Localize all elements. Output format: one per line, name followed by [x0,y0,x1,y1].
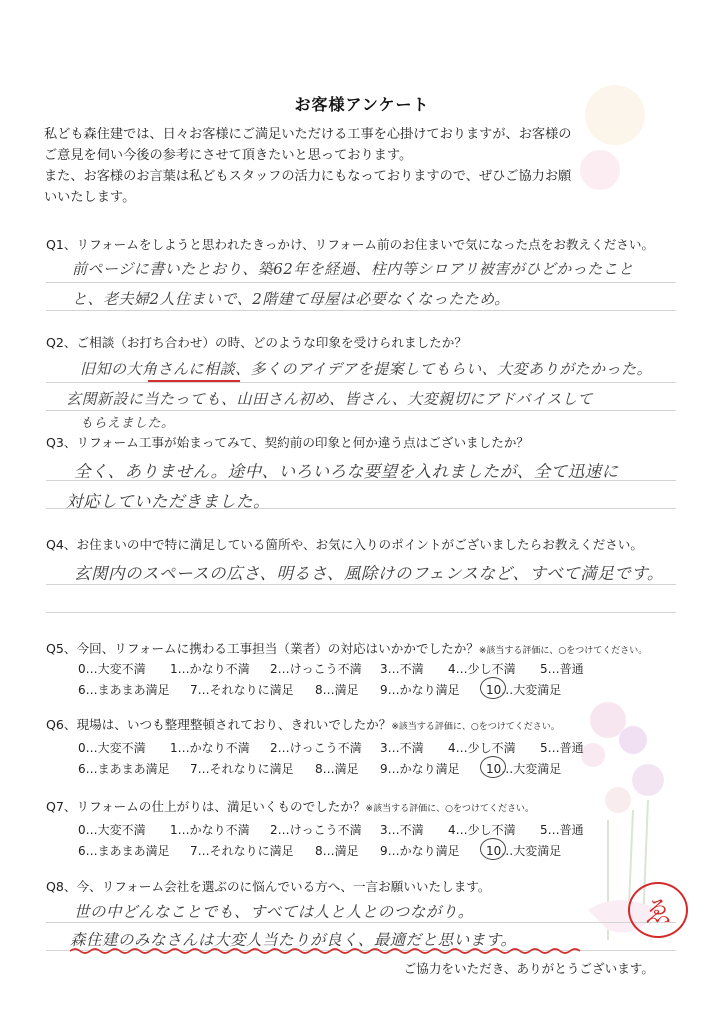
intro-line: ご意見を伺い今後の参考にさせて頂きたいと思っております。 [44,148,413,163]
q1-answer-line2: と、老夫婦2人住まいで、2階建て母屋は必要なくなったため。 [72,290,510,308]
q3-answer-line2: 対応していただきました。 [66,492,270,511]
answer-line [46,382,676,383]
rating-option-1[interactable]: 1…かなり不満 [170,741,250,755]
answer-line [46,612,676,613]
rating-option-6[interactable]: 6…まあまあ満足 [78,762,170,776]
q3-answer-line1: 全く、ありません。途中、いろいろな要望を入れましたが、全て迅速に [74,462,619,481]
answer-line [46,410,676,411]
q1-question: Q1、リフォームをしようと思われたきっかけ、リフォーム前のお住まいで気になった点をお教えください。 [46,237,655,252]
rating-option-8[interactable]: 8…満足 [315,844,359,858]
red-wavy-underline [70,947,590,955]
selected-rating-circle [480,838,506,860]
selected-rating-circle [480,677,506,699]
rating-option-8[interactable]: 8…満足 [315,683,359,697]
rating-option-4[interactable]: 4…少し不満 [448,741,516,755]
q8-question: Q8、今、リフォーム会社を選ぶのに悩んでいる方へ、一言お願いいたします。 [46,879,491,894]
rating-option-10[interactable]: 10…大変満足 [486,683,562,697]
q7-question [46,796,534,815]
rating-option-7[interactable]: 7…それなりに満足 [190,762,294,776]
answer-line [46,584,676,585]
rating-option-2[interactable]: 2…けっこう不満 [270,741,362,755]
q2-answer-line2: 玄関新設に当たっても、山田さん初め、皆さん、大変親切にアドバイスして [66,390,593,408]
rating-option-6[interactable]: 6…まあまあ満足 [78,844,170,858]
red-underline [148,380,240,382]
q3-question: Q3、リフォーム工事が始まってみて、契約前の印象と何か違う点はございましたか？ [46,435,530,450]
rating-option-3[interactable]: 3…不満 [380,741,424,755]
q5-note: ※該当する評価に、○をつけてください。 [478,646,648,656]
thank-you-note: ご協力をいただき、ありがとうございます。 [403,961,654,976]
answer-line [46,922,676,923]
q6-question [46,714,560,733]
q6-note: ※該当する評価に、○をつけてください。 [391,722,560,732]
q2-question: Q2、ご相談（お打ち合わせ）の時、どのような印象を受けられましたか？ [46,335,467,350]
rating-option-2[interactable]: 2…けっこう不満 [270,662,362,676]
rating-option-3[interactable]: 3…不満 [380,662,424,676]
rating-option-10[interactable]: 10…大変満足 [486,844,562,858]
q5-question-text: Q5、今回、リフォームに携わる工事担当（業者）の対応はいかかでしたか？ [46,641,479,656]
rating-option-5[interactable]: 5…普通 [540,741,584,755]
q6-question-text: Q6、現場は、いつも整理整頓されており、きれいでしたか？ [46,717,392,732]
rating-option-5[interactable]: 5…普通 [540,662,584,676]
rating-option-1[interactable]: 1…かなり不満 [170,823,250,837]
rating-option-6[interactable]: 6…まあまあ満足 [78,683,170,697]
rating-option-1[interactable]: 1…かなり不満 [170,662,250,676]
red-stamp-mark: ゑ [643,895,672,928]
rating-option-7[interactable]: 7…それなりに満足 [190,683,294,697]
intro-line: また、お客様のお言葉は私どもスタッフの活力にもなっておりますので、ぜひご協力お願 [44,169,572,184]
q1-answer-line1: 前ページに書いたとおり、築62年を経過、柱内等シロアリ被害がひどかったこと [72,260,634,278]
rating-option-5[interactable]: 5…普通 [540,823,584,837]
rating-option-9[interactable]: 9…かなり満足 [380,683,460,697]
q8-answer-line2: 森住建のみなさんは大変人当たりが良く、最適だと思います。 [70,931,517,949]
rating-option-2[interactable]: 2…けっこう不満 [270,823,362,837]
page-title: お客様アンケート [294,95,430,114]
rating-option-0[interactable]: 0…大変不満 [78,741,146,755]
intro-line: いいたします。 [44,190,136,205]
intro-line: 私ども森住建では、日々お客様にご満足いただける工事を心掛けておりますが、お客様の [44,127,572,142]
rating-option-8[interactable]: 8…満足 [315,762,359,776]
red-stamp-circle [628,882,688,938]
q8-answer-line1: 世の中どんなことでも、すべては人と人とのつながり。 [74,903,474,921]
intro-text [44,124,684,208]
rating-option-7[interactable]: 7…それなりに満足 [190,844,294,858]
q7-question-text: Q7、リフォームの仕上がりは、満足いくものでしたか？ [46,799,366,814]
q5-question [46,638,647,657]
answer-line [46,310,676,311]
rating-option-9[interactable]: 9…かなり満足 [380,762,460,776]
rating-option-4[interactable]: 4…少し不満 [448,823,516,837]
q4-answer-line1: 玄関内のスペースの広さ、明るさ、風除けのフェンスなど、すべて満足です。 [74,564,664,583]
rating-option-4[interactable]: 4…少し不満 [448,662,516,676]
rating-option-3[interactable]: 3…不満 [380,823,424,837]
rating-option-0[interactable]: 0…大変不満 [78,662,146,676]
q2-answer-line3: もらえました。 [80,416,175,431]
answer-line [46,282,676,283]
rating-option-0[interactable]: 0…大変不満 [78,823,146,837]
rating-option-10[interactable]: 10…大変満足 [486,762,562,776]
q4-question: Q4、お住まいの中で特に満足している箇所や、お気に入りのポイントがございましたらお教えください。 [46,537,643,552]
q7-note: ※該当する評価に、○をつけてください。 [365,804,534,814]
q2-answer-line1: 旧知の大角さんに相談、多くのアイデアを提案してもらい、大変ありがたかった。 [80,360,653,378]
selected-rating-circle [480,756,506,778]
rating-option-9[interactable]: 9…かなり満足 [380,844,460,858]
